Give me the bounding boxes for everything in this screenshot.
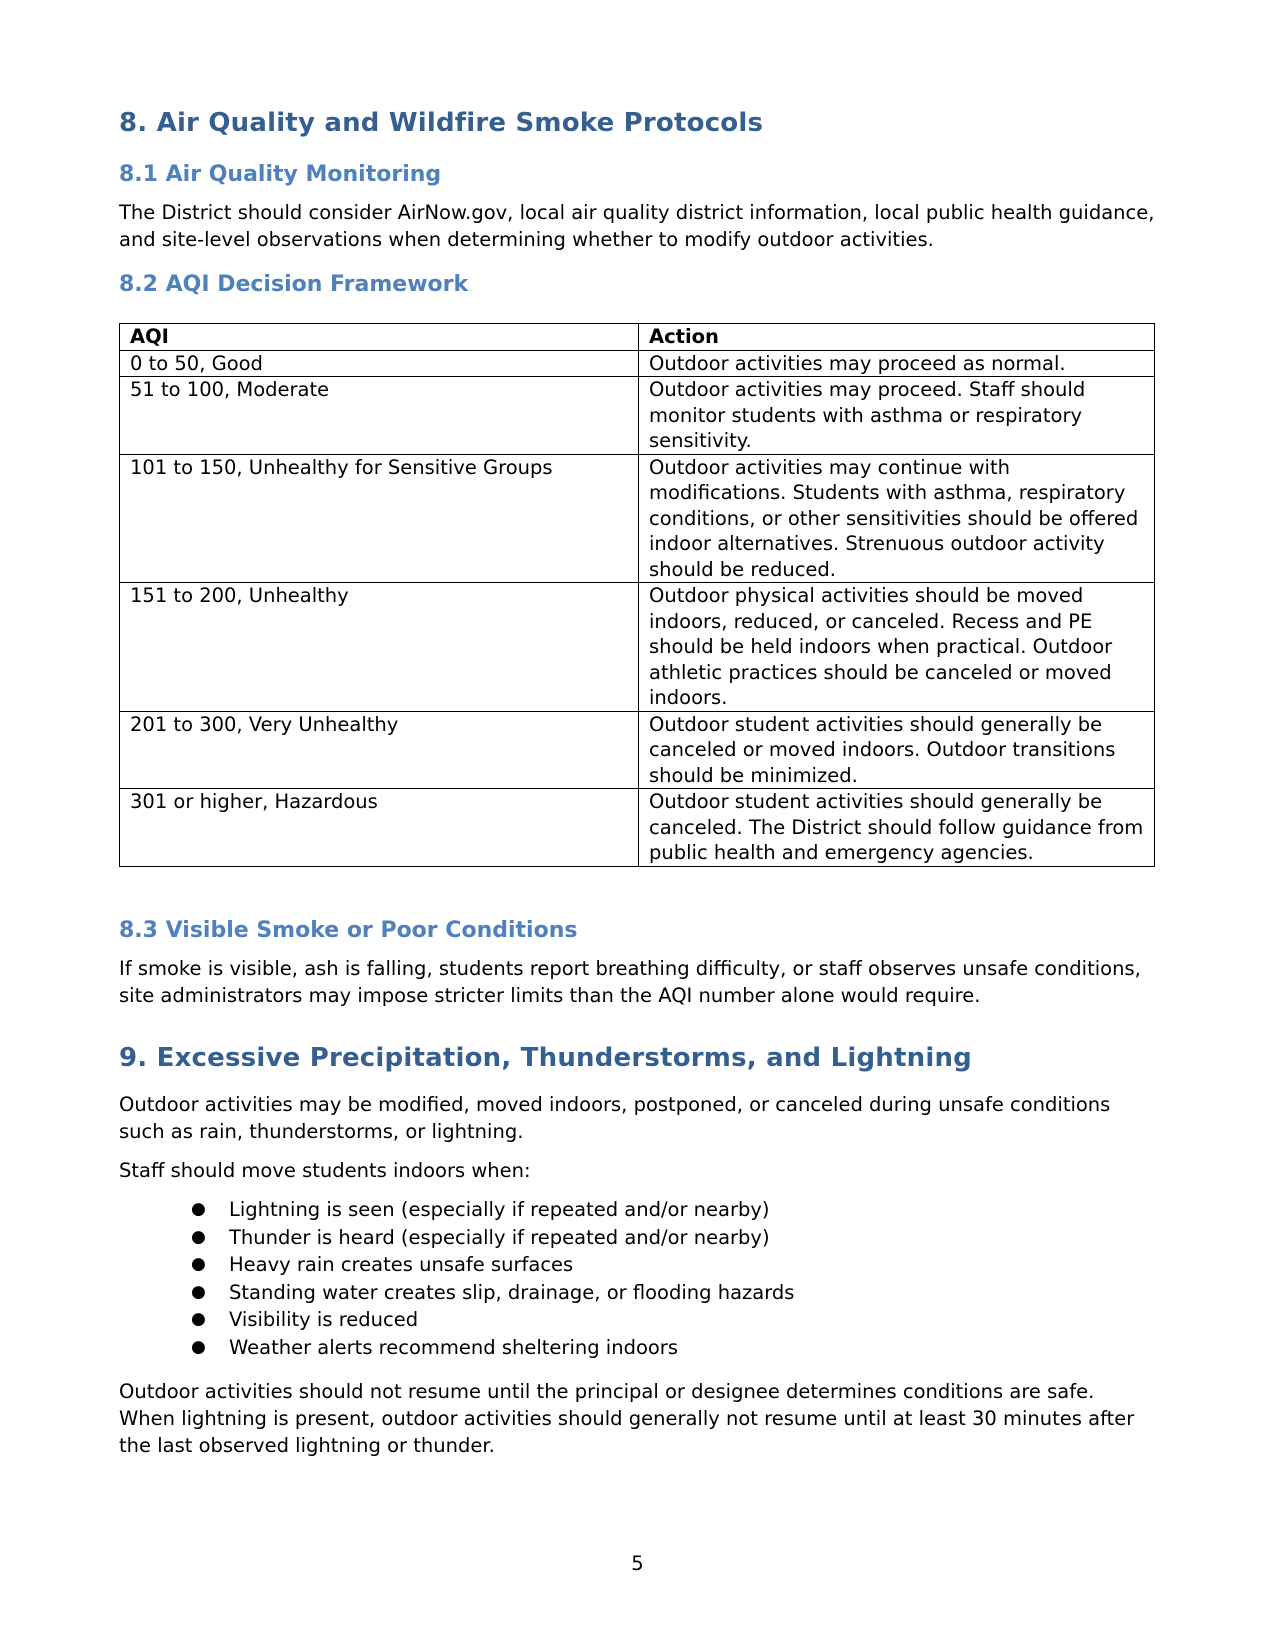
list-item-text: Lightning is seen (especially if repeated and/or nearby) [229,1198,770,1221]
table-row [120,454,1155,583]
move-indoors-list [191,1196,794,1361]
table-header-aqi: AQI [120,324,639,351]
list-item [191,1334,794,1362]
bullet-icon: ● [191,1281,206,1302]
list-item [191,1224,794,1252]
section-9-closing-text: Outdoor activities should not resume until the principal or designee determines conditions are safe. When lightning is present, outdoor activities should generally not resume until at least 30 minutes after the last observed lightning or thunder. [119,1380,1135,1457]
bullet-icon: ● [191,1226,206,1247]
table-row [120,789,1155,867]
table-cell-action: Outdoor student activities should generally be canceled. The District should follow guidance from public health and emergency agencies. [639,789,1155,867]
table-cell-action: Outdoor physical activities should be moved indoors, reduced, or canceled. Recess and PE should be held indoors when practical. Outdoor athletic practices should be canceled or moved indoors. [639,583,1155,712]
list-item-text: Heavy rain creates unsafe surfaces [229,1253,574,1276]
bullet-icon: ● [191,1336,206,1357]
list-item [191,1196,794,1224]
list-item [191,1279,794,1307]
table-row [120,711,1155,789]
table-row [120,350,1155,377]
table-cell-aqi: 151 to 200, Unhealthy [120,583,639,712]
table-cell-action: Outdoor activities may proceed as normal. [639,350,1155,377]
section-8-heading: 8. Air Quality and Wildfire Smoke Protocols [119,108,764,138]
section-8-2-heading: 8.2 AQI Decision Framework [119,272,469,297]
table-row [120,377,1155,455]
table-cell-aqi: 51 to 100, Moderate [120,377,639,455]
page-number: 5 [631,1552,644,1575]
section-8-3-heading: 8.3 Visible Smoke or Poor Conditions [119,918,578,943]
list-item-text: Visibility is reduced [229,1308,419,1331]
list-item-text: Thunder is heard (especially if repeated and/or nearby) [229,1225,770,1249]
list-item [191,1306,794,1334]
table-cell-action: Outdoor activities may proceed. Staff should monitor students with asthma or respiratory sensitivity. [639,377,1155,455]
section-8-3-text: If smoke is visible, ash is falling, students report breathing difficulty, or staff observes unsafe conditions, site administrators may impose stricter limits than the AQI number alone would require. [119,957,1141,1007]
bullet-icon: ● [191,1309,206,1329]
bullet-icon: ● [191,1199,206,1219]
table-cell-action: Outdoor activities may continue with modifications. Students with asthma, respiratory conditions, or other sensitivities should be offered indoor alternatives. Strenuous outdoor activity should be reduced. [639,454,1155,583]
section-9-lead-text: Staff should move students indoors when: [119,1159,531,1182]
section-9-intro-text: Outdoor activities may be modified, moved indoors, postponed, or canceled during unsafe conditions such as rain, thunderstorms, or lightning. [119,1093,1111,1143]
section-8-1-heading: 8.1 Air Quality Monitoring [119,162,442,187]
table-cell-action: Outdoor student activities should generally be canceled or moved indoors. Outdoor transitions should be minimized. [639,711,1155,789]
aqi-decision-table [119,323,1155,867]
table-cell-aqi: 301 or higher, Hazardous [120,789,639,867]
table-cell-aqi: 201 to 300, Very Unhealthy [120,711,639,789]
table-cell-aqi: 101 to 150, Unhealthy for Sensitive Groups [120,454,639,583]
list-item-text: Weather alerts recommend sheltering indoors [229,1335,678,1359]
table-cell-aqi: 0 to 50, Good [120,350,639,377]
table-header-row [120,324,1155,351]
table-header-action: Action [639,324,1155,351]
list-item [191,1251,794,1279]
section-9-heading: 9. Excessive Precipitation, Thunderstorms, and Lightning [119,1043,972,1073]
bullet-icon: ● [191,1254,206,1274]
table-row [120,583,1155,712]
list-item-text: Standing water creates slip, drainage, or flooding hazards [229,1280,795,1304]
section-8-1-text: The District should consider AirNow.gov, local air quality district information, local public health guidance, and site-level observations when determining whether to modify outdoor activities. [119,201,1155,251]
